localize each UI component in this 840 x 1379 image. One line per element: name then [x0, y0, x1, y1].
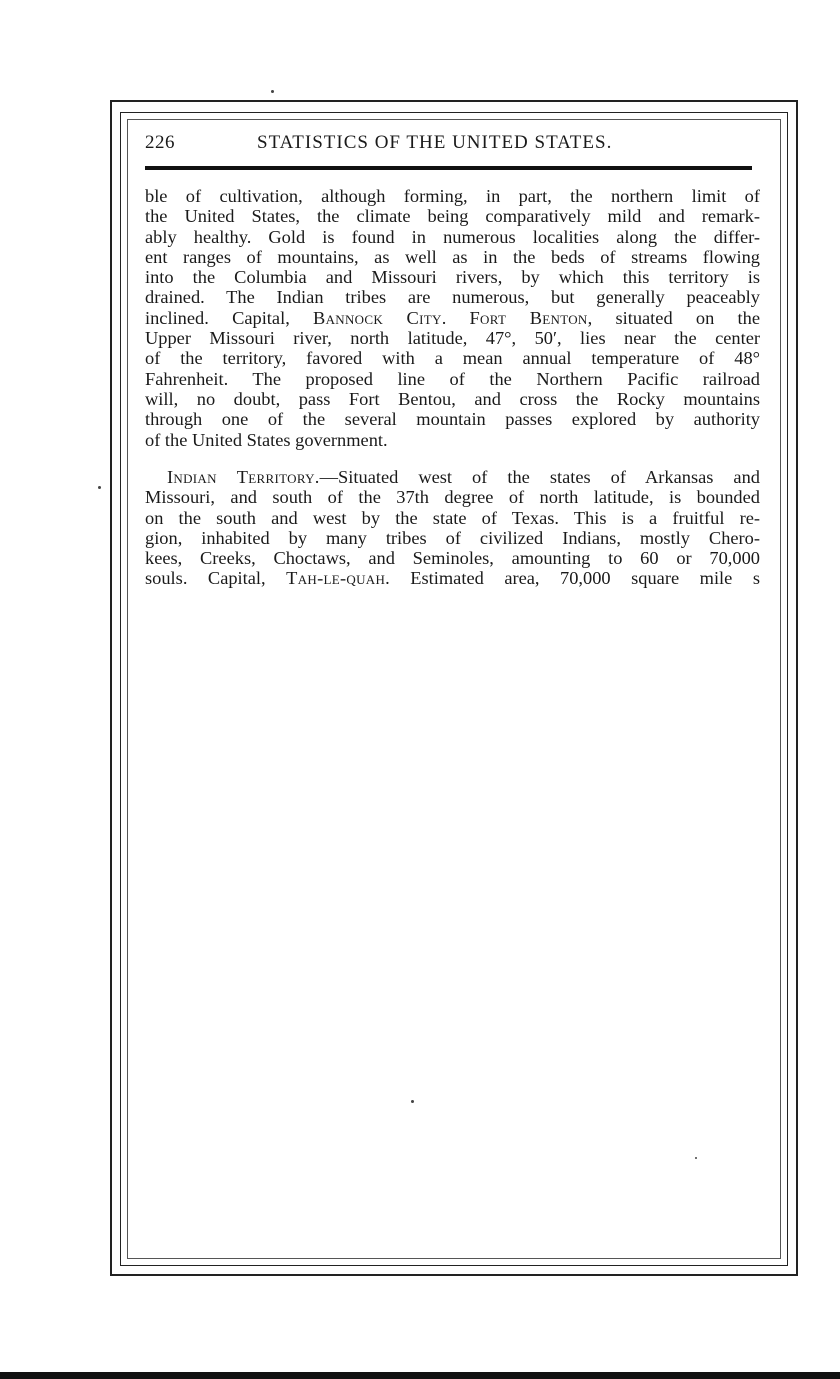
page-number: 226	[145, 132, 175, 153]
text-line	[145, 467, 760, 487]
paragraph-montana	[145, 186, 760, 450]
text-fragment: inclined. Capital,	[145, 307, 314, 328]
text-line: gion, inhabited by many tribes of civilized Indians, mostly Chero-	[145, 527, 760, 548]
page-header	[145, 130, 755, 160]
paper-speck	[411, 1100, 414, 1103]
text-fragment: , situated on the	[587, 307, 760, 328]
text-fragment: . Estimated area, 70,000 square mile s	[385, 568, 760, 589]
text-line: into the Columbia and Missouri rivers, by which this territory is	[145, 267, 760, 288]
text-line: Missouri, and south of the 37th degree of north latitude, is bounded	[145, 487, 760, 508]
text-line: on the south and west by the state of Texas. This is a fruitful re-	[145, 507, 760, 528]
text-line: ent ranges of mountains, as well as in the beds of streams flowing	[145, 246, 760, 267]
text-line: ably healthy. Gold is found in numerous localities along the differ-	[145, 226, 760, 247]
text-line: ble of cultivation, although forming, in part, the northern limit of	[145, 186, 760, 206]
paper-speck	[271, 90, 274, 93]
header-rule	[145, 166, 752, 170]
capital-name: Bannock City	[313, 307, 442, 328]
capital-name: Tah-le-quah	[286, 568, 386, 589]
text-line	[145, 568, 760, 588]
text-fragment: souls. Capital,	[145, 568, 287, 589]
text-line: through one of the several mountain passes explored by authority	[145, 409, 760, 430]
paper-speck	[695, 1157, 697, 1159]
scan-bottom-edge	[0, 1372, 840, 1379]
section-heading: Indian Territory.	[167, 467, 320, 487]
text-fragment: —Situated west of the states of Arkansas and	[319, 467, 760, 487]
text-line: Fahrenheit. The proposed line of the Northern Pacific railroad	[145, 368, 760, 389]
text-fragment: .	[441, 307, 470, 328]
text-line: Upper Missouri river, north latitude, 47°, 50′, lies near the center	[145, 328, 760, 349]
paragraph-indian-territory	[145, 467, 760, 589]
place-name: Fort Benton	[469, 307, 588, 328]
running-head: STATISTICS OF THE UNITED STATES.	[257, 132, 613, 153]
text-line: of the United States government.	[145, 429, 388, 450]
text-line: drained. The Indian tribes are numerous, but generally peaceably	[145, 287, 760, 308]
text-line	[145, 308, 760, 328]
text-line: kees, Creeks, Choctaws, and Seminoles, amounting to 60 or 70,000	[145, 548, 760, 569]
text-line: the United States, the climate being comparatively mild and remark-	[145, 206, 760, 227]
paper-speck	[98, 486, 101, 489]
text-line: of the territory, favored with a mean annual temperature of 48°	[145, 348, 760, 369]
text-line: will, no doubt, pass Fort Bentou, and cross the Rocky mountains	[145, 388, 760, 409]
